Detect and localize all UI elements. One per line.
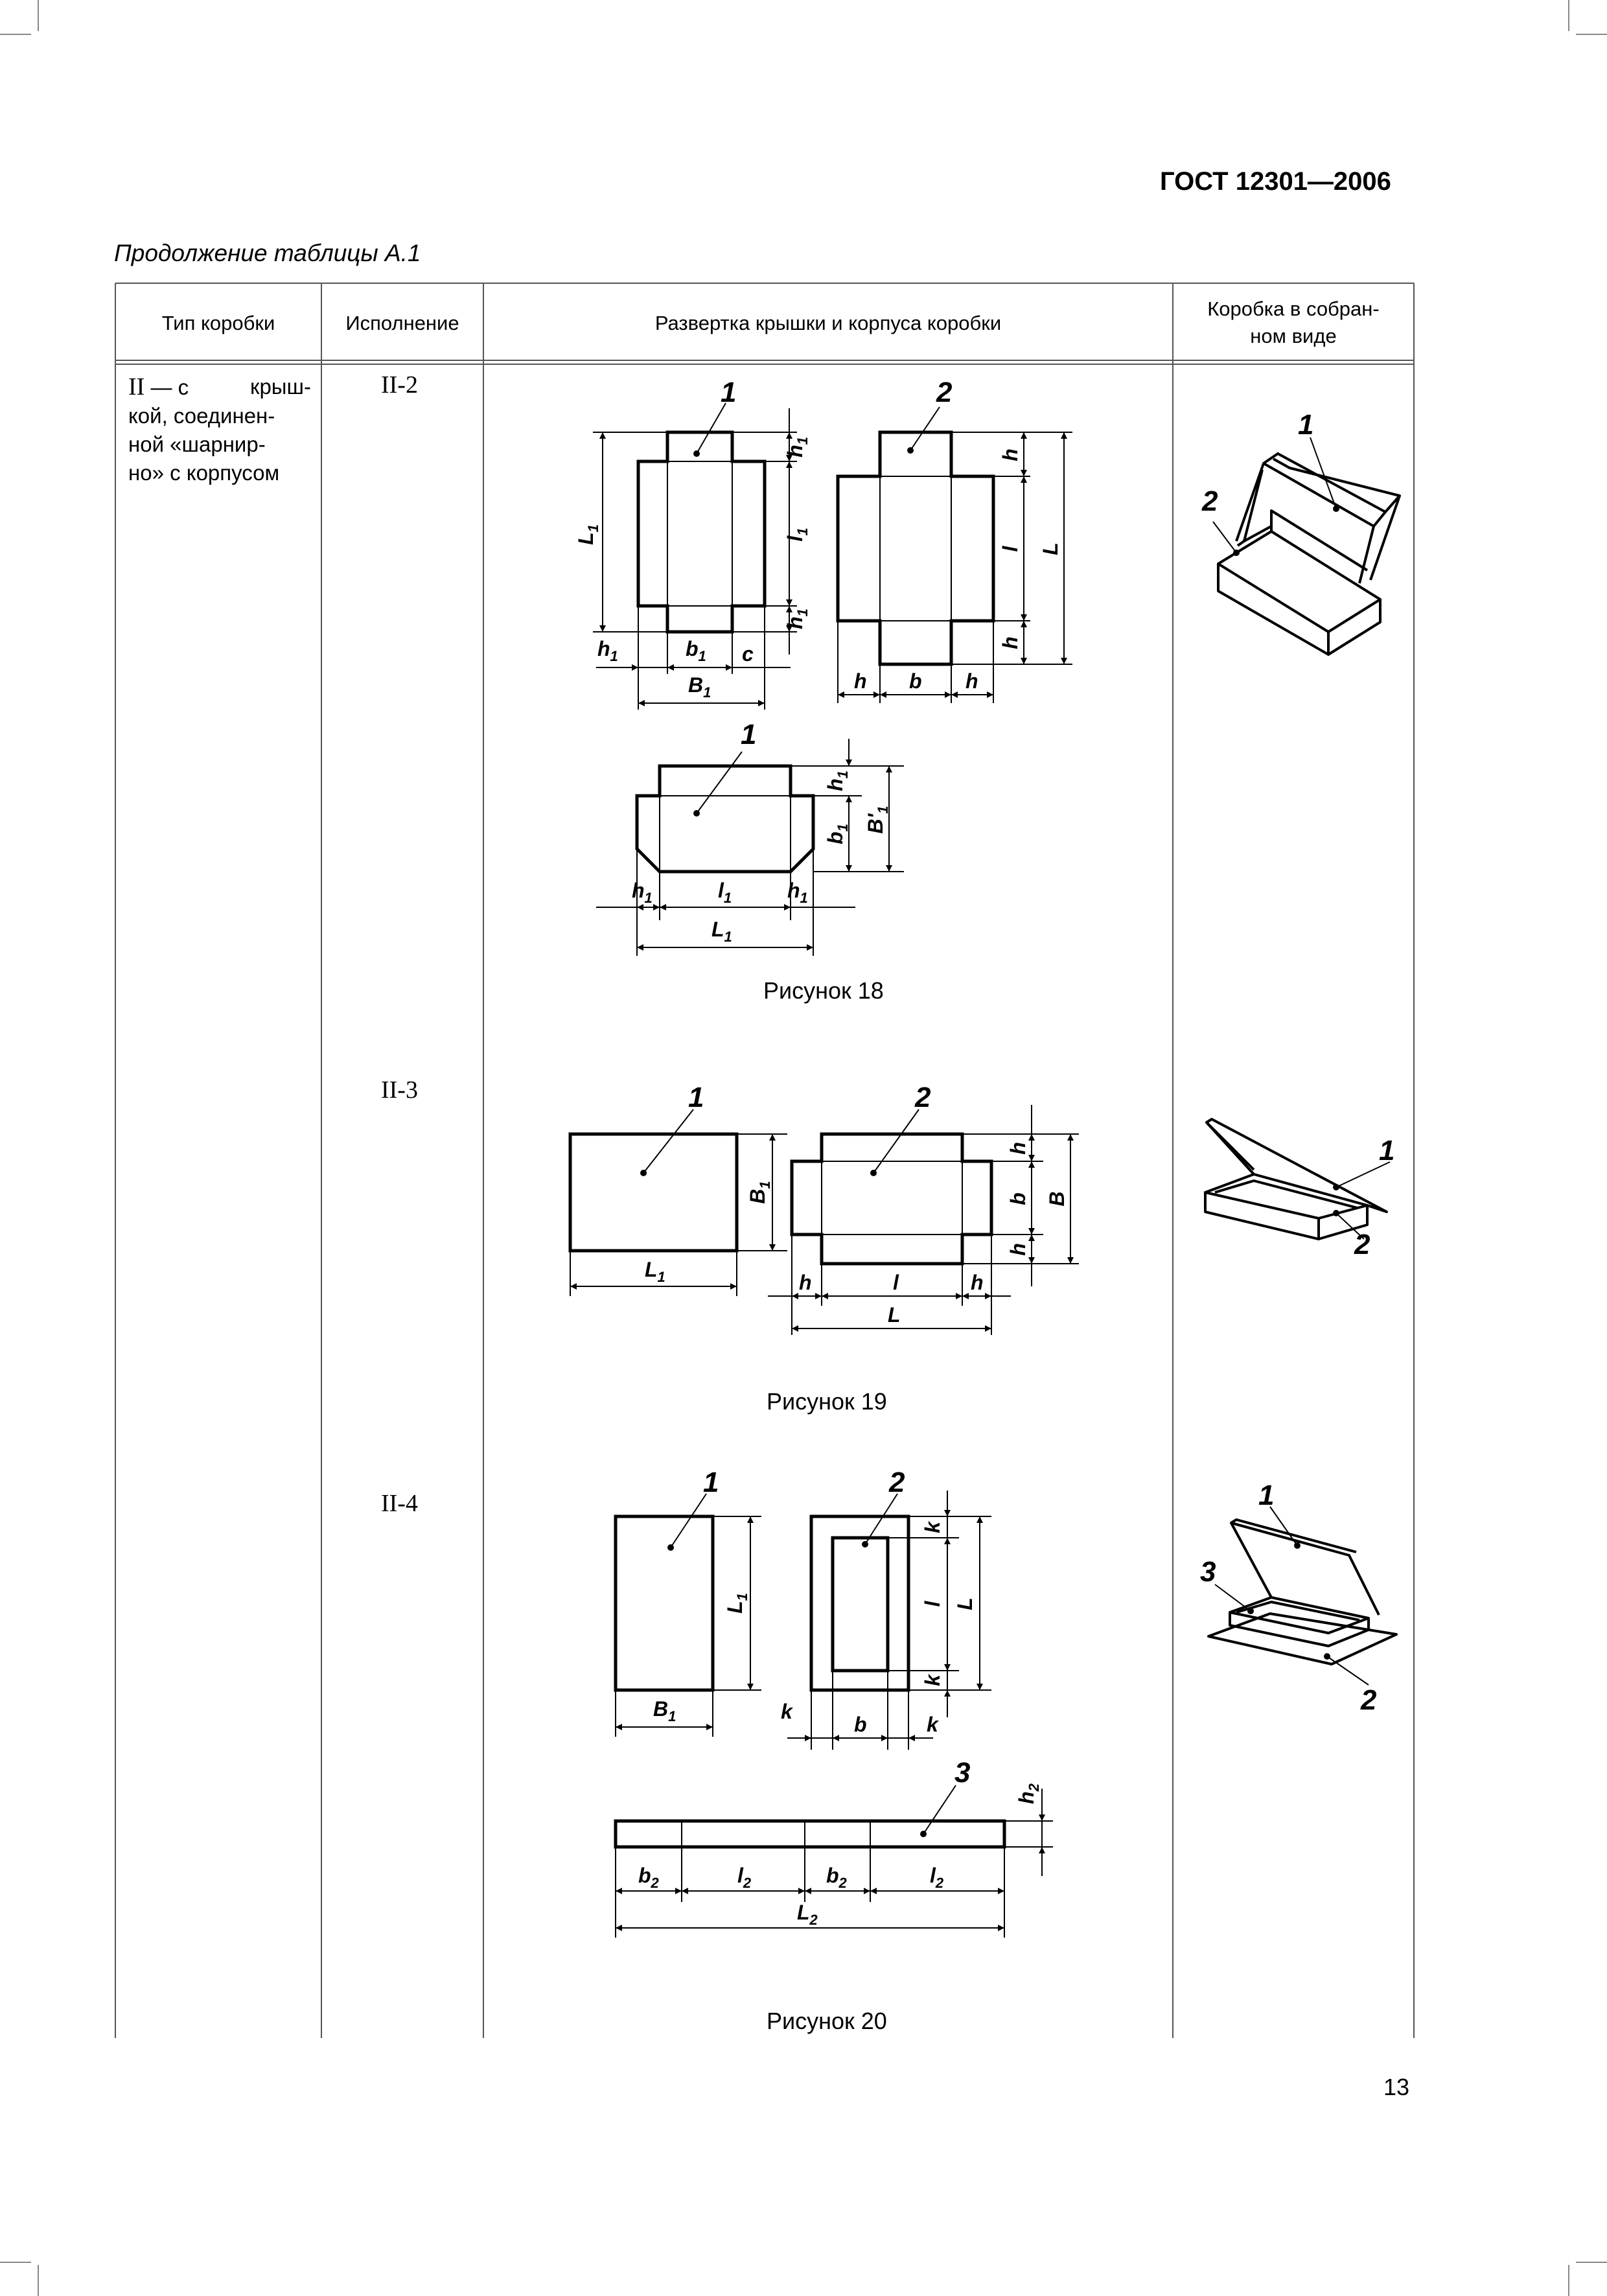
dim-letter: B': [864, 813, 887, 834]
dim-h: h: [965, 669, 978, 693]
dim-subscript: 1: [835, 771, 851, 779]
dim-L: L: [1039, 542, 1062, 555]
fig18-assembled-box: [1218, 454, 1400, 655]
variant-II-2: II-2: [381, 371, 418, 399]
dim-L1: [723, 1593, 750, 1614]
dim-subscript: 2: [651, 1875, 659, 1891]
variant-II-4: II-4: [381, 1490, 418, 1517]
dim-b: b: [854, 1713, 867, 1736]
dim-h: h: [1006, 1142, 1030, 1155]
dim-h1: [632, 879, 653, 906]
fig18-assembled-dots: [1233, 505, 1339, 556]
standard-number: ГОСТ 12301—2006: [1160, 167, 1391, 196]
callout-3: 3: [954, 1757, 971, 1789]
dim-L: L: [888, 1303, 901, 1327]
fig20-outlines: [616, 1516, 1004, 1847]
dim-l: l: [999, 546, 1022, 552]
callout-3: 3: [1200, 1556, 1216, 1588]
dim-B1-prime: [864, 806, 891, 834]
callout-2: 2: [889, 1467, 905, 1498]
box-type-line: но» с корпусом: [128, 461, 280, 485]
dim-B1: [653, 1697, 676, 1724]
fig19-assembled-dots: [1333, 1184, 1339, 1216]
header-line: Коробка в собран-: [1207, 297, 1380, 320]
dim-letter: l: [718, 879, 724, 902]
callout-2: 2: [1361, 1684, 1377, 1716]
dim-h1: [783, 437, 811, 458]
dim-letter: L: [711, 918, 724, 941]
dim-l: l: [921, 1601, 944, 1607]
fig19-dots: [640, 1170, 877, 1176]
dim-l1: [783, 528, 811, 541]
fig18-lid-side-outline: [637, 766, 813, 872]
column-header-unfolding: Развертка крышки и корпуса коробки: [654, 312, 1002, 334]
dim-letter: h: [824, 778, 847, 791]
dim-letter: L: [797, 1901, 810, 1924]
box-type-word: крыш-: [250, 375, 311, 399]
callout-2: 2: [1354, 1229, 1370, 1260]
dim-subscript: 1: [794, 437, 811, 445]
dim-letter: b: [824, 831, 847, 844]
dim-L: L: [953, 1597, 977, 1610]
dim-letter: B: [688, 673, 704, 697]
dim-h: h: [971, 1271, 984, 1294]
figure-19-caption: Рисунок 19: [767, 1388, 887, 1415]
dim-letter: h: [787, 879, 800, 902]
dim-b1: [686, 637, 706, 664]
callout-2: 2: [915, 1082, 931, 1113]
dim-letter: h: [783, 445, 807, 458]
callout-2: 2: [1202, 485, 1218, 517]
dim-letter: h: [1015, 1791, 1038, 1804]
dim-k: k: [927, 1713, 938, 1736]
dim-subscript: 1: [585, 524, 601, 533]
fig18-lid-outline: [638, 432, 765, 632]
figure-18-caption: Рисунок 18: [763, 977, 884, 1004]
dim-l: l: [893, 1271, 899, 1294]
box-type-line: ной «шарнир-: [128, 432, 266, 456]
dim-subscript: 1: [794, 609, 811, 617]
dim-B: B: [1045, 1191, 1069, 1207]
dim-letter: L: [645, 1258, 658, 1281]
dim-b1: [824, 824, 851, 844]
callout-1: 1: [1258, 1479, 1275, 1511]
dim-h: h: [854, 669, 867, 693]
dim-subscript: 1: [835, 824, 851, 832]
callout-1: 1: [703, 1467, 719, 1498]
fig18-lid-side-folds: [660, 796, 791, 872]
column-header-variant: Исполнение: [345, 312, 459, 334]
dim-letter: l: [930, 1864, 936, 1887]
dim-subscript: 1: [644, 890, 653, 906]
fig18-body-outline: [838, 432, 993, 664]
dim-h2: [1015, 1783, 1042, 1804]
dim-h1: [597, 637, 618, 664]
dim-subscript: 1: [703, 684, 711, 701]
dim-letter: B: [653, 1697, 669, 1721]
dim-subscript: 1: [724, 929, 732, 945]
dim-letter: h: [783, 616, 807, 629]
callout-1: 1: [688, 1082, 704, 1113]
dim-letter: h: [597, 637, 610, 660]
dim-subscript: 1: [698, 648, 706, 664]
dim-L1: [645, 1258, 665, 1285]
dim-h: h: [999, 448, 1022, 461]
dim-h: h: [999, 636, 1022, 649]
dim-subscript: 1: [800, 890, 808, 906]
dim-letter: b: [826, 1864, 839, 1887]
dim-h: h: [1006, 1243, 1030, 1256]
dim-B1: [746, 1181, 773, 1203]
dim-subscript: 1: [723, 890, 732, 906]
callout-2: 2: [936, 377, 953, 408]
dim-c: c: [742, 642, 754, 666]
variant-II-3: II-3: [381, 1076, 418, 1104]
column-header-box-type: Тип коробки: [161, 312, 275, 334]
dim-letter: L: [723, 1601, 746, 1614]
dim-L2: [797, 1901, 818, 1928]
dim-h: h: [799, 1271, 812, 1294]
dim-letter: h: [632, 879, 645, 902]
table-continuation-caption: Продолжение таблицы А.1: [114, 240, 421, 266]
dim-k: k: [921, 1522, 944, 1533]
fig18-lid-folds: [667, 461, 732, 606]
callout-1: 1: [1298, 409, 1314, 441]
dim-l2: [930, 1864, 944, 1891]
dim-L1: [574, 524, 601, 545]
dim-h1: [783, 609, 811, 629]
dim-subscript: 1: [610, 648, 618, 664]
dim-subscript: 2: [743, 1875, 752, 1891]
callout-1: 1: [1379, 1135, 1395, 1166]
dim-subscript: 1: [734, 1593, 750, 1601]
dim-b2: [638, 1864, 660, 1891]
dim-subscript: 1: [875, 806, 891, 814]
dim-subscript: 1: [668, 1708, 676, 1724]
fig19-leaders: [643, 1109, 919, 1173]
box-type-word: II — с: [128, 373, 189, 400]
header-line: ном виде: [1250, 325, 1337, 347]
fig19-outlines: [570, 1134, 991, 1264]
dim-letter: l: [737, 1864, 743, 1887]
dim-l2: [737, 1864, 752, 1891]
dim-h1: [787, 879, 808, 906]
dim-subscript: 1: [657, 1269, 665, 1285]
page-number: 13: [1383, 2074, 1410, 2100]
fig18-dimensions: [593, 408, 1072, 956]
dim-k: k: [781, 1700, 792, 1723]
dim-b: b: [1006, 1192, 1030, 1205]
dim-subscript: 2: [935, 1875, 944, 1891]
dim-letter: b: [686, 637, 699, 660]
callout-1: 1: [741, 719, 757, 750]
dim-letter: l: [783, 535, 807, 542]
fig19-assembled-box: [1205, 1119, 1387, 1239]
dim-subscript: 2: [809, 1912, 818, 1928]
dim-letter: L: [574, 532, 597, 545]
fig19-dimensions: [570, 1105, 1079, 1335]
dim-subscript: 1: [794, 528, 811, 536]
dim-subscript: 2: [1026, 1783, 1042, 1792]
fig18-body-folds: [880, 476, 951, 621]
dim-B1: [688, 673, 711, 701]
dim-letter: B: [746, 1189, 769, 1204]
dim-b2: [826, 1864, 848, 1891]
fig20-folds: [682, 1821, 870, 1847]
figure-20-caption: Рисунок 20: [767, 2008, 887, 2034]
dim-subscript: 1: [757, 1181, 773, 1189]
dim-subscript: 2: [838, 1875, 847, 1891]
dim-L1: [711, 918, 732, 945]
dim-b: b: [909, 669, 922, 693]
fig19-folds: [822, 1161, 962, 1235]
callout-1: 1: [721, 377, 737, 408]
dim-letter: b: [638, 1864, 651, 1887]
fig20-assembled-box: [1208, 1520, 1396, 1664]
dim-k: k: [921, 1675, 944, 1686]
box-type-line: кой, соединен-: [128, 404, 275, 428]
dim-h1: [824, 771, 851, 791]
dim-l1: [718, 879, 732, 906]
